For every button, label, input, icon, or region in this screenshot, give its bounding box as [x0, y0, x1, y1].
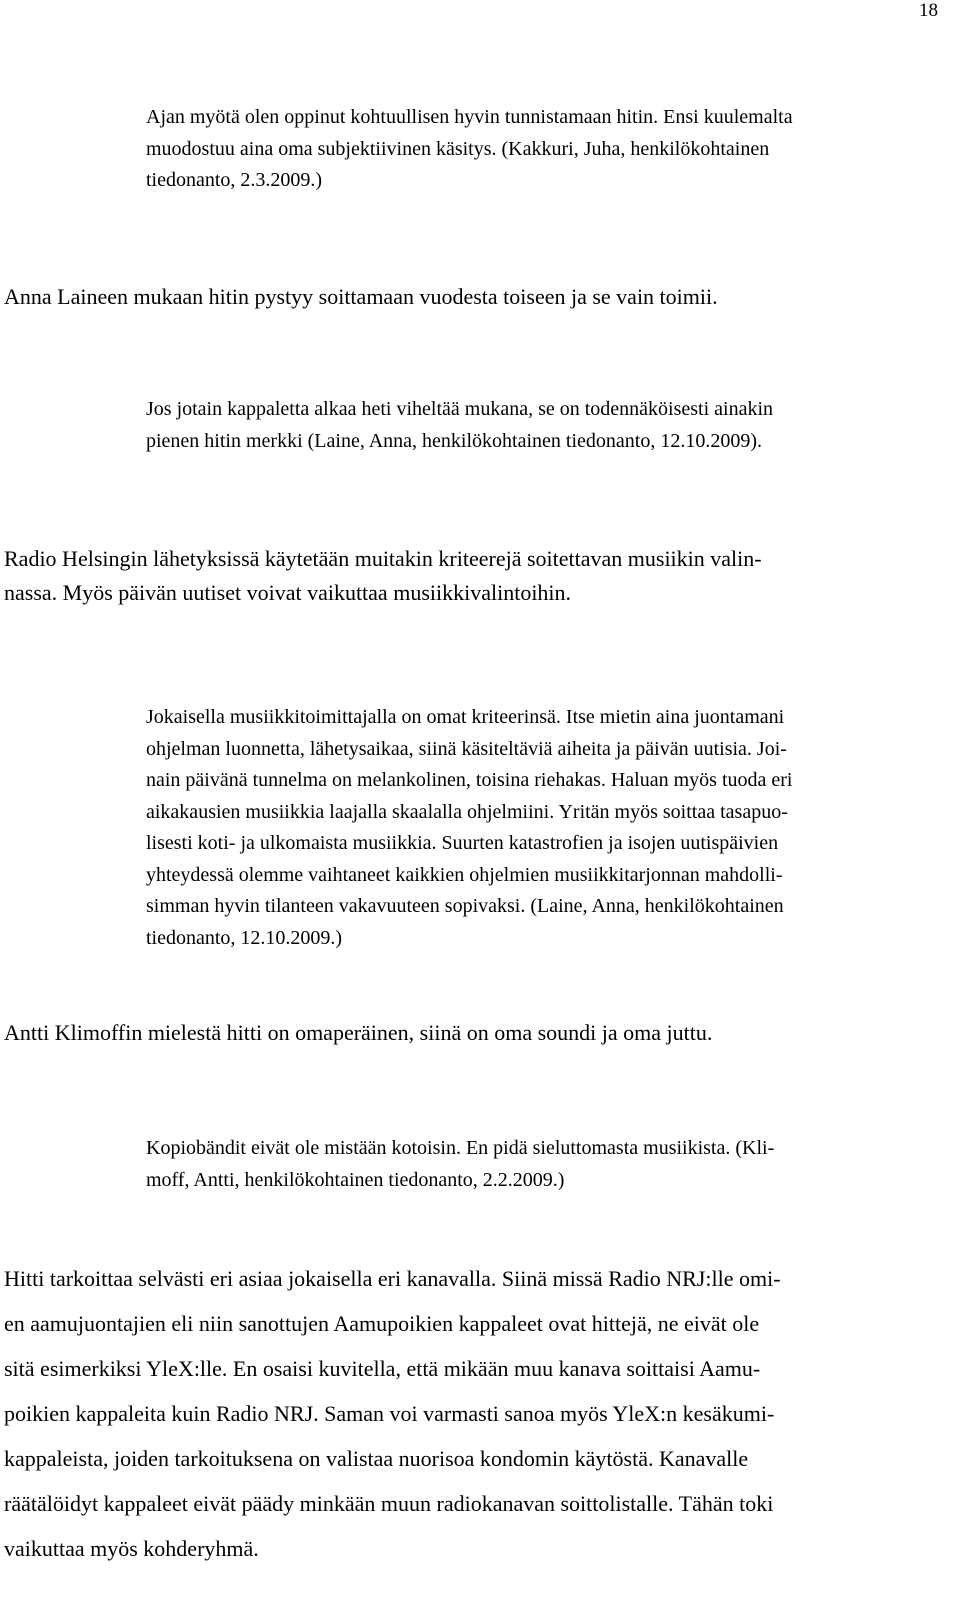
text-line: räätälöidyt kappaleet eivät päädy minkään muun radiokanavan soittolistalle. Tähän toki [4, 1491, 774, 1516]
block-quote-laine-whistle [146, 394, 936, 457]
text-line: Antti Klimoffin mielestä hitti on omaperäinen, siinä on oma soundi ja oma juttu. [4, 1020, 713, 1045]
text-line: yhteydessä olemme vaihtaneet kaikkien ohjelmien musiikkitarjonnan mahdolli- [146, 863, 783, 886]
paragraph-radio-helsinki [4, 542, 934, 610]
paragraph-laine-intro [4, 280, 934, 314]
paragraph-hit-meaning [4, 1256, 934, 1571]
page-number: 18 [919, 0, 938, 21]
text-line: sitä esimerkiksi YleX:lle. En osaisi kuvitella, että mikään muu kanava soittaisi Aamu- [4, 1356, 761, 1381]
text-line: tiedonanto, 12.10.2009.) [146, 926, 343, 949]
text-line: Jos jotain kappaletta alkaa heti viheltää mukana, se on todennäköisesti ainakin [146, 398, 774, 420]
text-line: kappaleista, joiden tarkoituksena on valistaa nuorisoa kondomin käytöstä. Kanavalle [4, 1446, 749, 1471]
block-quote-kakkuri [146, 102, 936, 197]
text-line: Ajan myötä olen oppinut kohtuullisen hyvin tunnistamaan hitin. Ensi kuulemalta [146, 106, 793, 128]
text-line: vaikuttaa myös kohderyhmä. [4, 1536, 259, 1561]
text-line: poikien kappaleita kuin Radio NRJ. Saman voi varmasti sanoa myös YleX:n kesäkumi- [4, 1401, 775, 1426]
text-line: aikakausien musiikkia laajalla skaalalla ohjelmiini. Yritän myös soittaa tasapuo- [146, 800, 788, 823]
text-line: Anna Laineen mukaan hitin pystyy soittamaan vuodesta toiseen ja se vain toimii. [4, 284, 718, 309]
text-line: muodostuu aina oma subjektiivinen käsitys. (Kakkuri, Juha, henkilökohtainen [146, 137, 770, 160]
text-line: Hitti tarkoittaa selvästi eri asiaa jokaisella eri kanavalla. Siinä missä Radio NRJ:lle omi- [4, 1266, 781, 1291]
text-line: pienen hitin merkki (Laine, Anna, henkilökohtainen tiedonanto, 12.10.2009). [146, 429, 762, 452]
text-line: simman hyvin tilanteen vakavuuteen sopivaksi. (Laine, Anna, henkilökohtainen [146, 895, 784, 917]
block-quote-laine-criteria [146, 702, 936, 954]
text-line: lisesti koti- ja ulkomaista musiikkia. Suurten katastrofien ja isojen uutispäivien [146, 832, 779, 854]
text-line: moff, Antti, henkilökohtainen tiedonanto, 2.2.2009.) [146, 1168, 565, 1191]
text-line: Radio Helsingin lähetyksissä käytetään muitakin kriteerejä soitettavan musiikin valin- [4, 546, 762, 571]
text-line: nassa. Myös päivän uutiset voivat vaikuttaa musiikkivalintoihin. [4, 580, 572, 605]
text-line: tiedonanto, 2.3.2009.) [146, 169, 323, 191]
paragraph-klimoff-intro [4, 1016, 934, 1050]
text-line: nain päivänä tunnelma on melankolinen, toisina riehakas. Haluan myös tuoda eri [146, 769, 793, 791]
text-line: Jokaisella musiikkitoimittajalla on omat kriteerinsä. Itse mietin aina juontamani [146, 706, 785, 728]
text-line: en aamujuontajien eli niin sanottujen Aamupoikien kappaleet ovat hittejä, ne eivät ole [4, 1311, 760, 1336]
block-quote-klimoff [146, 1133, 936, 1196]
text-line: Kopiobändit eivät ole mistään kotoisin. En pidä sieluttomasta musiikista. (Kli- [146, 1137, 775, 1159]
text-line: ohjelman luonnetta, lähetysaikaa, siinä käsiteltäviä aiheita ja päivän uutisia. Joi- [146, 737, 787, 760]
